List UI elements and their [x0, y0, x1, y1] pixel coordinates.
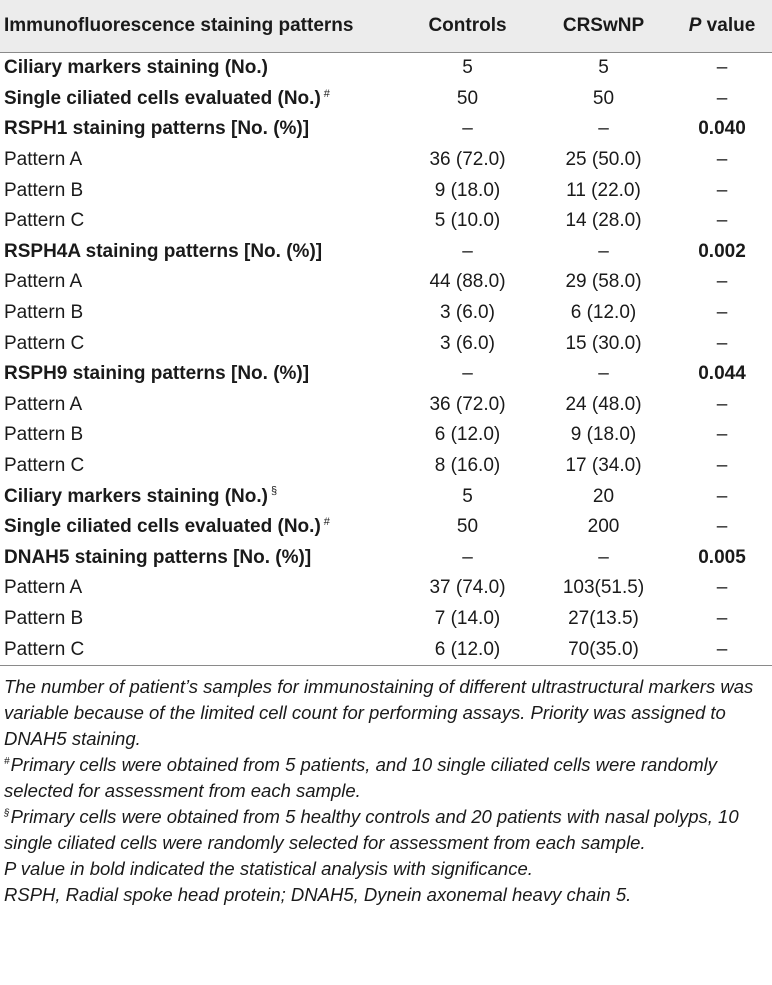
crswnp-cell: –: [598, 118, 609, 140]
row-label: [0, 573, 400, 604]
header-crswnp: CRSwNP: [535, 0, 672, 53]
crswnp-cell: 14 (28.0): [565, 210, 642, 232]
table-row: [0, 145, 772, 176]
controls-cell: –: [462, 546, 473, 568]
controls-cell: 50: [456, 516, 479, 538]
controls-cell: 37 (74.0): [429, 577, 506, 599]
header-controls: Controls: [400, 0, 535, 53]
row-label: [0, 451, 400, 482]
footnote-text: P value in bold indicated the statistical analysis with significance.: [4, 857, 533, 879]
row-label-text: Pattern B: [4, 179, 84, 201]
table-row: [0, 267, 772, 298]
table-row: [0, 420, 772, 451]
p-value-cell: –: [716, 149, 728, 171]
p-value-cell: 0.005: [698, 546, 746, 568]
row-label-text: Pattern C: [4, 455, 85, 477]
crswnp-cell: –: [598, 546, 609, 568]
footnote: [4, 752, 768, 804]
crswnp-cell: 50: [592, 87, 615, 109]
footnote: [4, 882, 768, 908]
controls-cell: 3 (6.0): [440, 332, 495, 354]
table-row: [0, 175, 772, 206]
footnote-marker: #: [323, 515, 330, 528]
footnote: [4, 804, 768, 856]
p-value-cell: –: [716, 271, 728, 293]
crswnp-cell: 17 (34.0): [565, 455, 642, 477]
table-row: [0, 604, 772, 635]
table-footnotes: [0, 666, 772, 908]
table-body: [0, 53, 772, 666]
row-label: [0, 84, 400, 115]
row-label-text: Pattern B: [4, 302, 84, 324]
controls-cell: –: [462, 363, 473, 385]
row-label: [0, 267, 400, 298]
row-label-text: Pattern A: [4, 149, 83, 171]
controls-cell: 7 (14.0): [434, 607, 501, 629]
row-label-text: RSPH4A staining patterns [No. (%)]: [4, 240, 323, 262]
footnote-text: Primary cells were obtained from 5 patients, and 10 single ciliated cells were randomly selected for assessment from each sample.: [4, 753, 717, 801]
crswnp-cell: 25 (50.0): [565, 149, 642, 171]
row-label-text: RSPH1 staining patterns [No. (%)]: [4, 118, 310, 140]
table-row: [0, 84, 772, 115]
p-value-cell: –: [716, 87, 728, 109]
row-label-text: Pattern B: [4, 424, 84, 446]
row-label-text: Ciliary markers staining (No.): [4, 485, 268, 507]
row-label-text: Pattern C: [4, 332, 85, 354]
row-label-text: RSPH9 staining patterns [No. (%)]: [4, 363, 310, 385]
table-row: [0, 206, 772, 237]
row-label-text: Pattern A: [4, 271, 83, 293]
table-row: [0, 298, 772, 329]
controls-cell: 6 (12.0): [400, 634, 535, 665]
footnote: [4, 674, 768, 752]
crswnp-cell: 15 (30.0): [565, 332, 642, 354]
row-label: [0, 512, 400, 543]
header-p-rest: value: [701, 15, 756, 36]
crswnp-cell: 103(51.5): [562, 577, 645, 599]
controls-cell: –: [462, 118, 473, 140]
footnote: [4, 856, 768, 882]
p-value-cell: –: [716, 455, 728, 477]
table-row: [0, 543, 772, 574]
crswnp-cell: 9 (18.0): [570, 424, 637, 446]
p-value-cell: –: [716, 393, 728, 415]
crswnp-cell: 11 (22.0): [566, 179, 641, 201]
row-label: [0, 420, 400, 451]
crswnp-cell: 29 (58.0): [565, 271, 642, 293]
footnote-marker: #: [323, 87, 330, 100]
footnote-marker: §: [270, 485, 278, 498]
row-label: [0, 481, 400, 512]
p-value-cell: –: [716, 332, 728, 354]
row-label-text: Single ciliated cells evaluated (No.): [4, 87, 321, 109]
row-label-text: Pattern C: [4, 638, 85, 660]
p-value-cell: –: [716, 577, 728, 599]
footnote-symbol: §: [4, 807, 10, 819]
row-label-text: Pattern B: [4, 607, 84, 629]
row-label: [0, 328, 400, 359]
controls-cell: 50: [456, 87, 479, 109]
footnote-text: The number of patient’s samples for immunostaining of different ultrastructural markers was variable because of the limited cell count for performing assays. Priority was assigned to DNAH5 staining.: [4, 675, 754, 749]
row-label: [0, 604, 400, 635]
row-label-text: DNAH5 staining patterns [No. (%)]: [4, 546, 312, 568]
row-label-text: Pattern A: [4, 393, 83, 415]
crswnp-cell: 6 (12.0): [570, 302, 637, 324]
table-row: [0, 328, 772, 359]
controls-cell: 8 (16.0): [434, 455, 501, 477]
row-label-text: Pattern C: [4, 210, 85, 232]
crswnp-cell: 27(13.5): [568, 607, 639, 629]
p-value-cell: –: [716, 179, 728, 201]
crswnp-cell: 20: [592, 485, 615, 507]
crswnp-cell: –: [598, 363, 609, 385]
crswnp-cell: 70(35.0): [535, 634, 672, 665]
controls-cell: 5: [462, 485, 473, 507]
controls-cell: 3 (6.0): [440, 302, 495, 324]
crswnp-cell: 5: [598, 57, 609, 79]
table-row: [0, 114, 772, 145]
table-row: [0, 359, 772, 390]
header-staining-patterns: Immunofluorescence staining patterns: [0, 0, 400, 53]
row-label: [0, 237, 400, 268]
row-label: [0, 145, 400, 176]
footnote-text: RSPH, Radial spoke head protein; DNAH5, Dynein axonemal heavy chain 5.: [4, 883, 632, 905]
table-row: [0, 512, 772, 543]
header-row: [0, 0, 772, 53]
row-label: [0, 543, 400, 574]
p-value-cell: 0.002: [698, 240, 746, 262]
row-label-text: Pattern A: [4, 577, 83, 599]
table-row: [0, 481, 772, 512]
row-label-text: Ciliary markers staining (No.): [4, 57, 268, 79]
row-label: [0, 53, 400, 84]
p-value-cell: –: [716, 302, 728, 324]
controls-cell: 36 (72.0): [429, 149, 506, 171]
row-label: [0, 298, 400, 329]
controls-cell: 36 (72.0): [429, 393, 506, 415]
controls-cell: 5 (10.0): [434, 210, 501, 232]
table-row: [0, 53, 772, 84]
table-row: [0, 237, 772, 268]
p-value-cell: –: [672, 634, 772, 665]
footnote-symbol: #: [4, 755, 10, 767]
controls-cell: 44 (88.0): [429, 271, 506, 293]
row-label: [0, 206, 400, 237]
controls-cell: 6 (12.0): [434, 424, 501, 446]
p-value-cell: –: [716, 485, 728, 507]
row-label: [0, 390, 400, 421]
crswnp-cell: 200: [587, 516, 620, 538]
footnote-text: Primary cells were obtained from 5 healthy controls and 20 patients with nasal polyps, 10 single ciliated cells were randomly selected for assessment from each sample.: [4, 805, 739, 853]
p-value-cell: –: [716, 210, 728, 232]
table-row: [0, 451, 772, 482]
table-row: [0, 390, 772, 421]
table-header: [0, 0, 772, 53]
row-label: [0, 114, 400, 145]
p-value-cell: –: [716, 57, 728, 79]
row-label: [0, 175, 400, 206]
row-label-text: Single ciliated cells evaluated (No.): [4, 516, 321, 538]
controls-cell: 5: [462, 57, 473, 79]
table-row: [0, 573, 772, 604]
header-p-italic: P: [688, 15, 702, 36]
controls-cell: 9 (18.0): [434, 179, 501, 201]
row-label: [0, 634, 400, 665]
crswnp-cell: –: [598, 240, 609, 262]
table-row: [0, 634, 772, 665]
controls-cell: –: [462, 240, 473, 262]
p-value-cell: –: [716, 516, 728, 538]
crswnp-cell: 24 (48.0): [565, 393, 642, 415]
p-value-cell: 0.040: [698, 118, 746, 140]
row-label: [0, 359, 400, 390]
p-value-cell: –: [716, 607, 728, 629]
p-value-cell: 0.044: [698, 363, 746, 385]
header-p-value: [672, 0, 772, 53]
p-value-cell: –: [716, 424, 728, 446]
